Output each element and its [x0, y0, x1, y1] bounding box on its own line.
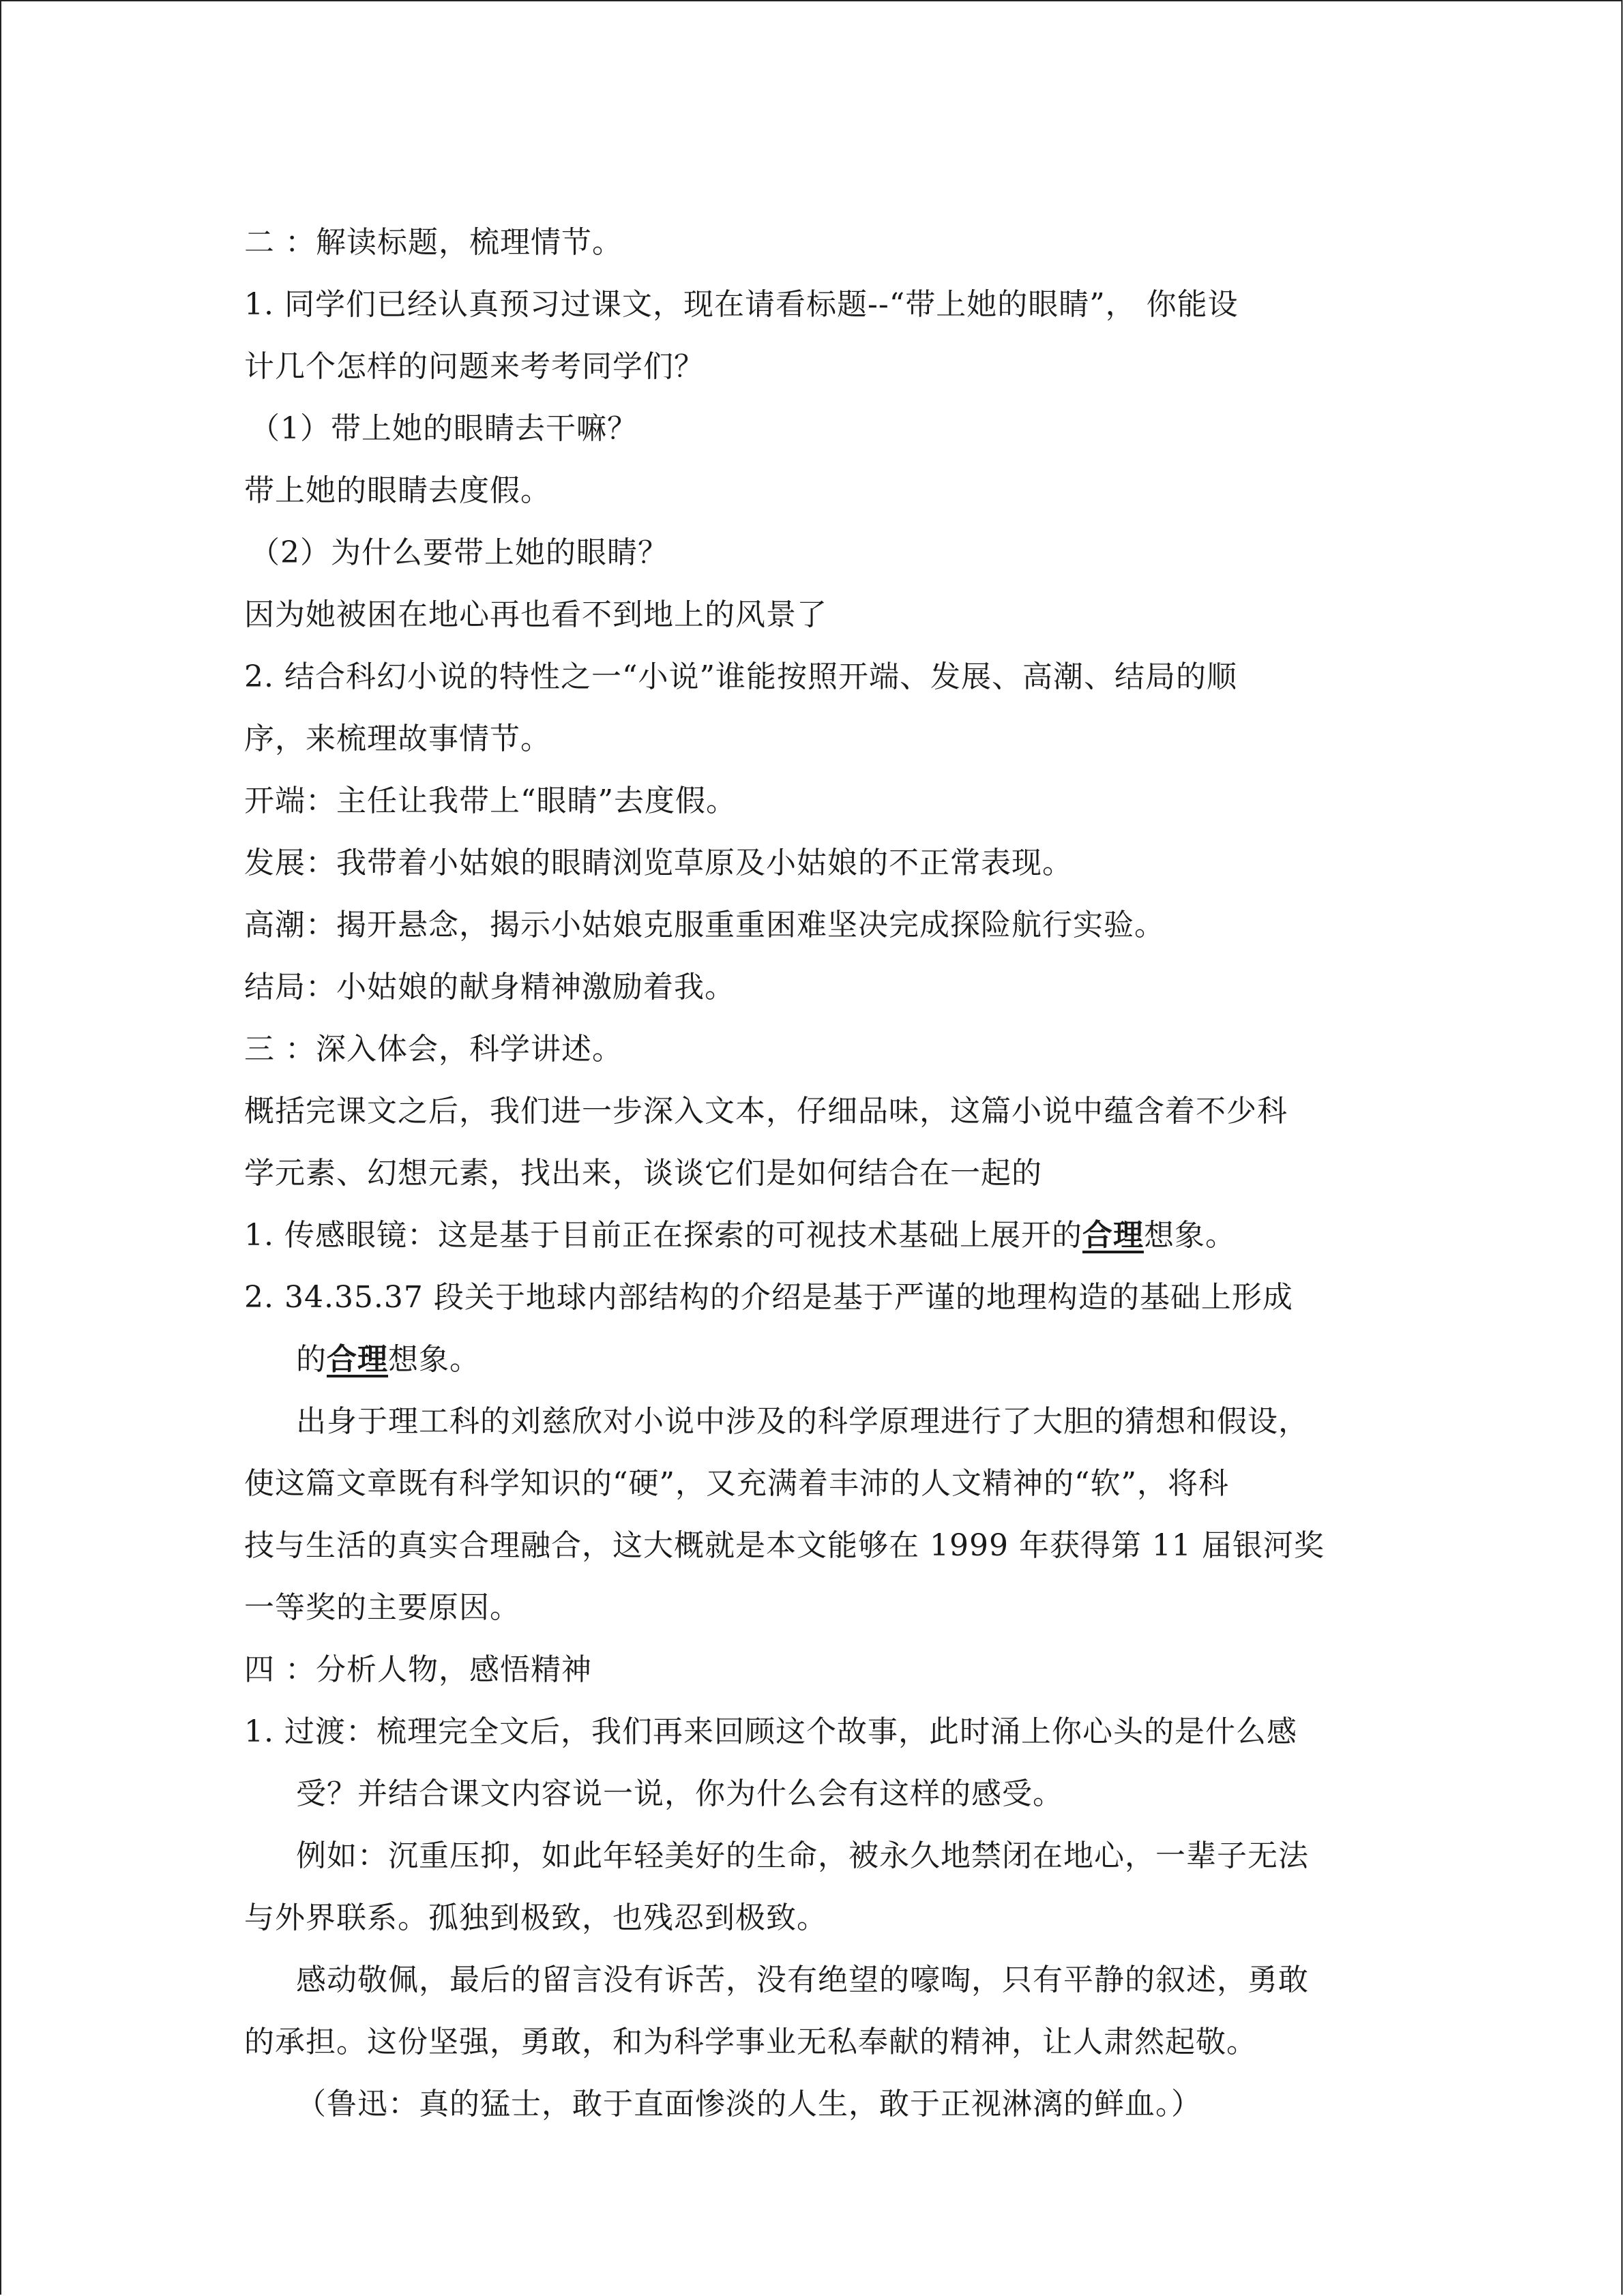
text-line: 感动敬佩，最后的留言没有诉苦，没有绝望的嚎啕，只有平静的叙述，勇敢	[296, 1963, 1309, 1997]
text-line: 四 ：分析人物，感悟精神	[244, 1652, 592, 1687]
section-heading-4	[244, 1639, 1383, 1701]
text-line: 例如：沉重压抑，如此年轻美好的生命，被永久地禁闭在地心，一辈子无法	[296, 1838, 1309, 1873]
text-line: 开端：主任让我带上“眼睛”去度假。	[244, 784, 737, 818]
plot-ending	[244, 956, 1383, 1018]
text-line: 序，来梳理故事情节。	[244, 721, 551, 756]
underlined-term: 合理	[327, 1342, 388, 1377]
text-line: 因为她被困在地心再也看不到地上的风景了	[244, 597, 827, 632]
text-line: 使这篇文章既有科学知识的“硬”，又充满着丰沛的人文精神的“软”，将科	[244, 1466, 1229, 1501]
text-line: （2）为什么要带上她的眼睛？	[250, 535, 668, 570]
document-body	[244, 211, 1383, 2135]
paragraph-line	[244, 1701, 1383, 1763]
text-line: 计几个怎样的问题来考考同学们？	[244, 349, 705, 384]
text-line: 三 ：深入体会，科学讲述。	[244, 1032, 623, 1067]
text-line: 1. 传感眼镜：这是基于目前正在探索的可视技术基础上展开的	[244, 1218, 1082, 1253]
text-line: 二 ：解读标题，梳理情节。	[244, 225, 623, 260]
section-heading-2	[244, 211, 1383, 273]
paragraph-line	[244, 1390, 1383, 1452]
paragraph-line	[244, 1577, 1383, 1639]
text-line: 学元素、幻想元素，找出来，谈谈它们是如何结合在一起的	[244, 1156, 1042, 1191]
text-line: 1. 同学们已经认真预习过课文，现在请看标题--“带上她的眼睛”， 你能设	[244, 287, 1239, 322]
text-line: 带上她的眼睛去度假。	[244, 473, 551, 508]
plot-climax	[244, 894, 1383, 956]
paragraph-line	[244, 1452, 1383, 1515]
paragraph-line	[244, 1763, 1383, 1825]
text-line: 2. 结合科幻小说的特性之一“小说”谁能按照开端、发展、高潮、结局的顺	[244, 659, 1237, 694]
text-line: 一等奖的主要原因。	[244, 1590, 520, 1625]
text-line: 概括完课文之后，我们进一步深入文本，仔细品味，这篇小说中蕴含着不少科	[244, 1094, 1288, 1129]
plot-development	[244, 832, 1383, 894]
text-line: 出身于理工科的刘慈欣对小说中涉及的科学原理进行了大胆的猜想和假设，	[296, 1404, 1309, 1439]
text-line: 1. 过渡：梳理完全文后，我们再来回顾这个故事，此时涌上你心头的是什么感	[244, 1714, 1297, 1749]
paragraph-line	[244, 1949, 1383, 2011]
text-line: 想象。	[1143, 1218, 1236, 1253]
text-line: 与外界联系。孤独到极致，也残忍到极致。	[244, 1900, 827, 1935]
text-line: 高潮：揭开悬念，揭示小姑娘克服重重困难坚决完成探险航行实验。	[244, 908, 1165, 942]
text-line: 发展：我带着小姑娘的眼睛浏览草原及小姑娘的不正常表现。	[244, 846, 1073, 880]
quote-line	[244, 2073, 1383, 2135]
text-line: 的承担。这份坚强，勇敢，和为科学事业无私奉献的精神，让人肃然起敬。	[244, 2025, 1257, 2059]
text-line: 受？并结合课文内容说一说，你为什么会有这样的感受。	[296, 1776, 1063, 1811]
paragraph-line	[244, 1204, 1383, 1266]
paragraph-line	[244, 1328, 1383, 1390]
paragraph-line	[244, 1515, 1383, 1577]
question-2	[244, 522, 1383, 584]
text-line: 结局：小姑娘的献身精神激励着我。	[244, 970, 735, 1004]
text-line: 想象。	[388, 1342, 480, 1377]
underlined-term: 合理	[1082, 1218, 1144, 1253]
paragraph-line	[244, 1080, 1383, 1142]
section-heading-3	[244, 1018, 1383, 1080]
answer-2	[244, 584, 1383, 646]
question-1	[244, 398, 1383, 460]
text-line: 技与生活的真实合理融合，这大概就是本文能够在 1999 年获得第 11 届银河奖	[244, 1528, 1325, 1563]
paragraph-line	[244, 1142, 1383, 1204]
answer-1	[244, 460, 1383, 522]
text-line: （鲁迅：真的猛士，敢于直面惨淡的人生，敢于正视淋漓的鲜血。）	[296, 2087, 1202, 2121]
paragraph-line	[244, 2011, 1383, 2073]
text-line: （1）带上她的眼睛去干嘛？	[250, 411, 638, 446]
paragraph-line	[244, 336, 1383, 398]
text-line: 2. 34.35.37 段关于地球内部结构的介绍是基于严谨的地理构造的基础上形成	[244, 1280, 1293, 1315]
paragraph-line	[244, 708, 1383, 770]
paragraph-line	[244, 273, 1383, 336]
paragraph-line	[244, 646, 1383, 708]
plot-opening	[244, 770, 1383, 832]
paragraph-line	[244, 1825, 1383, 1887]
paragraph-line	[244, 1266, 1383, 1328]
text-line: 的	[296, 1342, 327, 1377]
paragraph-line	[244, 1887, 1383, 1949]
